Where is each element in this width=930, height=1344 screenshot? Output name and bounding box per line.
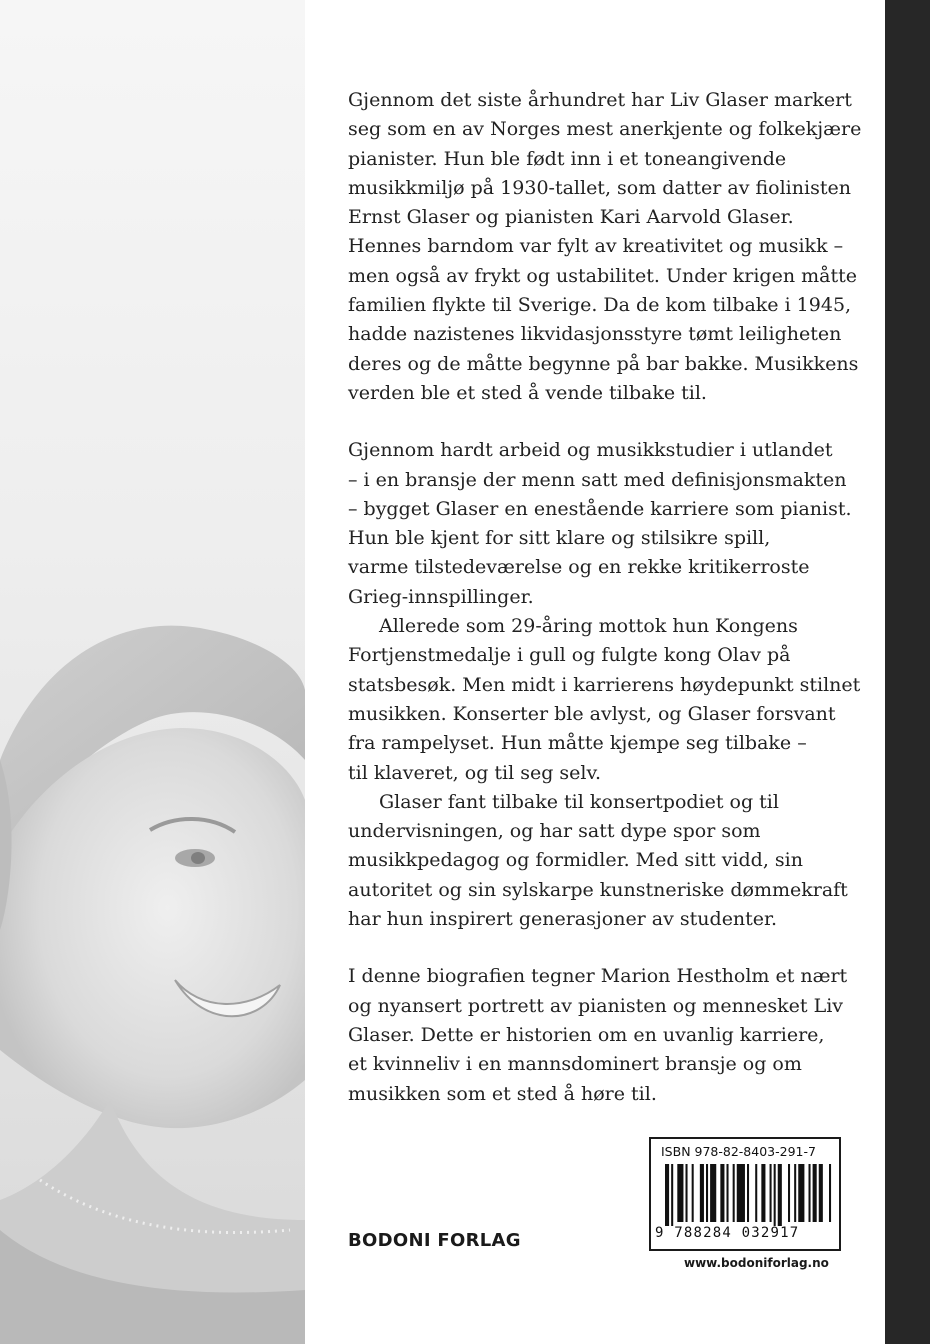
blurb-line: – i en bransje der menn satt med definisjonsmakten — [348, 468, 847, 491]
blurb-line: men også av frykt og ustabilitet. Under krigen måtte — [348, 264, 857, 287]
blurb-line: Fortjenstmedalje i gull og fulgte kong Olav på — [348, 644, 791, 667]
blurb-line: seg som en av Norges mest anerkjente og folkekjære — [348, 118, 862, 141]
barcode-bar — [727, 1164, 729, 1222]
blurb-paragraph-3 — [348, 612, 861, 788]
blurb-line: Glaser fant tilbake til konsertpodiet og til — [379, 790, 779, 813]
blurb-paragraph-5 — [348, 962, 848, 1108]
barcode-bar — [686, 1164, 688, 1222]
barcode-bar — [788, 1164, 790, 1222]
barcode-digits: 9 788284 032917 — [655, 1225, 800, 1241]
barcode-bar — [747, 1164, 749, 1222]
blurb-paragraph-1 — [348, 86, 862, 408]
blurb-line: varme tilstedeværelse og en rekke kritikerroste — [348, 556, 810, 579]
barcode-bar — [774, 1164, 776, 1226]
isbn-barcode-box — [649, 1137, 841, 1251]
blurb-paragraph-4 — [348, 788, 848, 934]
blurb-line: Gjennom hardt arbeid og musikkstudier i utlandet — [348, 439, 833, 462]
blurb-line: musikken som et sted å høre til. — [348, 1082, 657, 1105]
publisher-website: www.bodoniforlag.no — [684, 1256, 829, 1270]
blurb-line: Allerede som 29-åring mottok hun Kongens — [379, 615, 798, 638]
isbn-label: ISBN 978-82-8403-291-7 — [661, 1144, 816, 1159]
barcode-bar — [700, 1164, 704, 1222]
barcode-bar — [819, 1164, 823, 1222]
barcode-bar — [677, 1164, 683, 1222]
blurb-line: musikken. Konserter ble avlyst, og Glaser forsvant — [348, 702, 836, 725]
blurb-line: har hun inspirert generasjoner av studenter. — [348, 908, 778, 931]
barcode-bar — [813, 1164, 817, 1222]
blurb-line: hadde nazistenes likvidasjonsstyre tømt leiligheten — [348, 323, 842, 346]
blurb-line: Grieg-innspillinger. — [348, 585, 534, 608]
blurb-line: statsbesøk. Men midt i karrierens høydepunkt stilnet — [348, 673, 861, 696]
barcode-bar — [778, 1164, 782, 1226]
barcode-bar — [692, 1164, 694, 1222]
barcode-icon — [659, 1164, 833, 1226]
barcode-bar — [755, 1164, 757, 1222]
publisher-name: BODONI FORLAG — [348, 1230, 521, 1251]
blurb-line: musikkpedagog og formidler. Med sitt vidd, sin — [348, 849, 803, 872]
barcode-bar — [798, 1164, 804, 1222]
blurb-line: Ernst Glaser og pianisten Kari Aarvold Glaser. — [348, 206, 794, 229]
barcode-bar — [770, 1164, 772, 1222]
blurb-line: I denne biografien tegner Marion Hestholm et nært — [348, 965, 848, 988]
blurb-line: familien flykte til Sverige. Da de kom tilbake i 1945, — [348, 294, 852, 317]
spine-edge-strip — [885, 0, 930, 1344]
blurb-line: pianister. Hun ble født inn i et toneangivende — [348, 147, 787, 170]
portrait-photo-panel — [0, 0, 305, 1344]
barcode-bar — [671, 1164, 673, 1226]
barcode-bar — [710, 1164, 716, 1222]
blurb-line: Glaser. Dette er historien om en uvanlig karriere, — [348, 1023, 825, 1046]
blurb-line: et kvinneliv i en mannsdominert bransje og om — [348, 1053, 802, 1076]
barcode-bar — [665, 1164, 669, 1226]
blurb-line: autoritet og sin sylskarpe kunstneriske dømmekraft — [348, 878, 848, 901]
blurb-line: musikkmiljø på 1930-tallet, som datter av fiolinisten — [348, 176, 851, 199]
barcode-bar — [737, 1164, 745, 1222]
blurb-line: og nyansert portrett av pianisten og mennesket Liv — [348, 994, 844, 1017]
blurb-text — [348, 86, 862, 1109]
portrait-photo-icon — [0, 0, 305, 1344]
barcode-bar — [706, 1164, 708, 1222]
blurb-paragraph-2 — [348, 436, 852, 612]
barcode-bar — [794, 1164, 796, 1222]
blurb-line: undervisningen, og har satt dype spor som — [348, 820, 761, 843]
blurb-line: Hennes barndom var fylt av kreativitet og musikk – — [348, 235, 844, 258]
barcode-bar — [829, 1164, 831, 1222]
blurb-line: verden ble et sted å vende tilbake til. — [348, 381, 707, 404]
blurb-line: Hun ble kjent for sitt klare og stilsikre spill, — [348, 527, 771, 550]
blurb-line: til klaveret, og til seg selv. — [348, 761, 602, 784]
blurb-line: – bygget Glaser en enestående karriere som pianist. — [348, 497, 852, 520]
blurb-line: fra rampelyset. Hun måtte kjempe seg tilbake – — [348, 732, 807, 755]
blurb-line: deres og de måtte begynne på bar bakke. Musikkens — [348, 352, 859, 375]
barcode-bar — [761, 1164, 765, 1222]
barcode-bar — [733, 1164, 735, 1222]
barcode-bar — [720, 1164, 724, 1222]
blurb-line: Gjennom det siste århundret har Liv Glaser markert — [348, 89, 852, 111]
barcode-bar — [809, 1164, 811, 1222]
